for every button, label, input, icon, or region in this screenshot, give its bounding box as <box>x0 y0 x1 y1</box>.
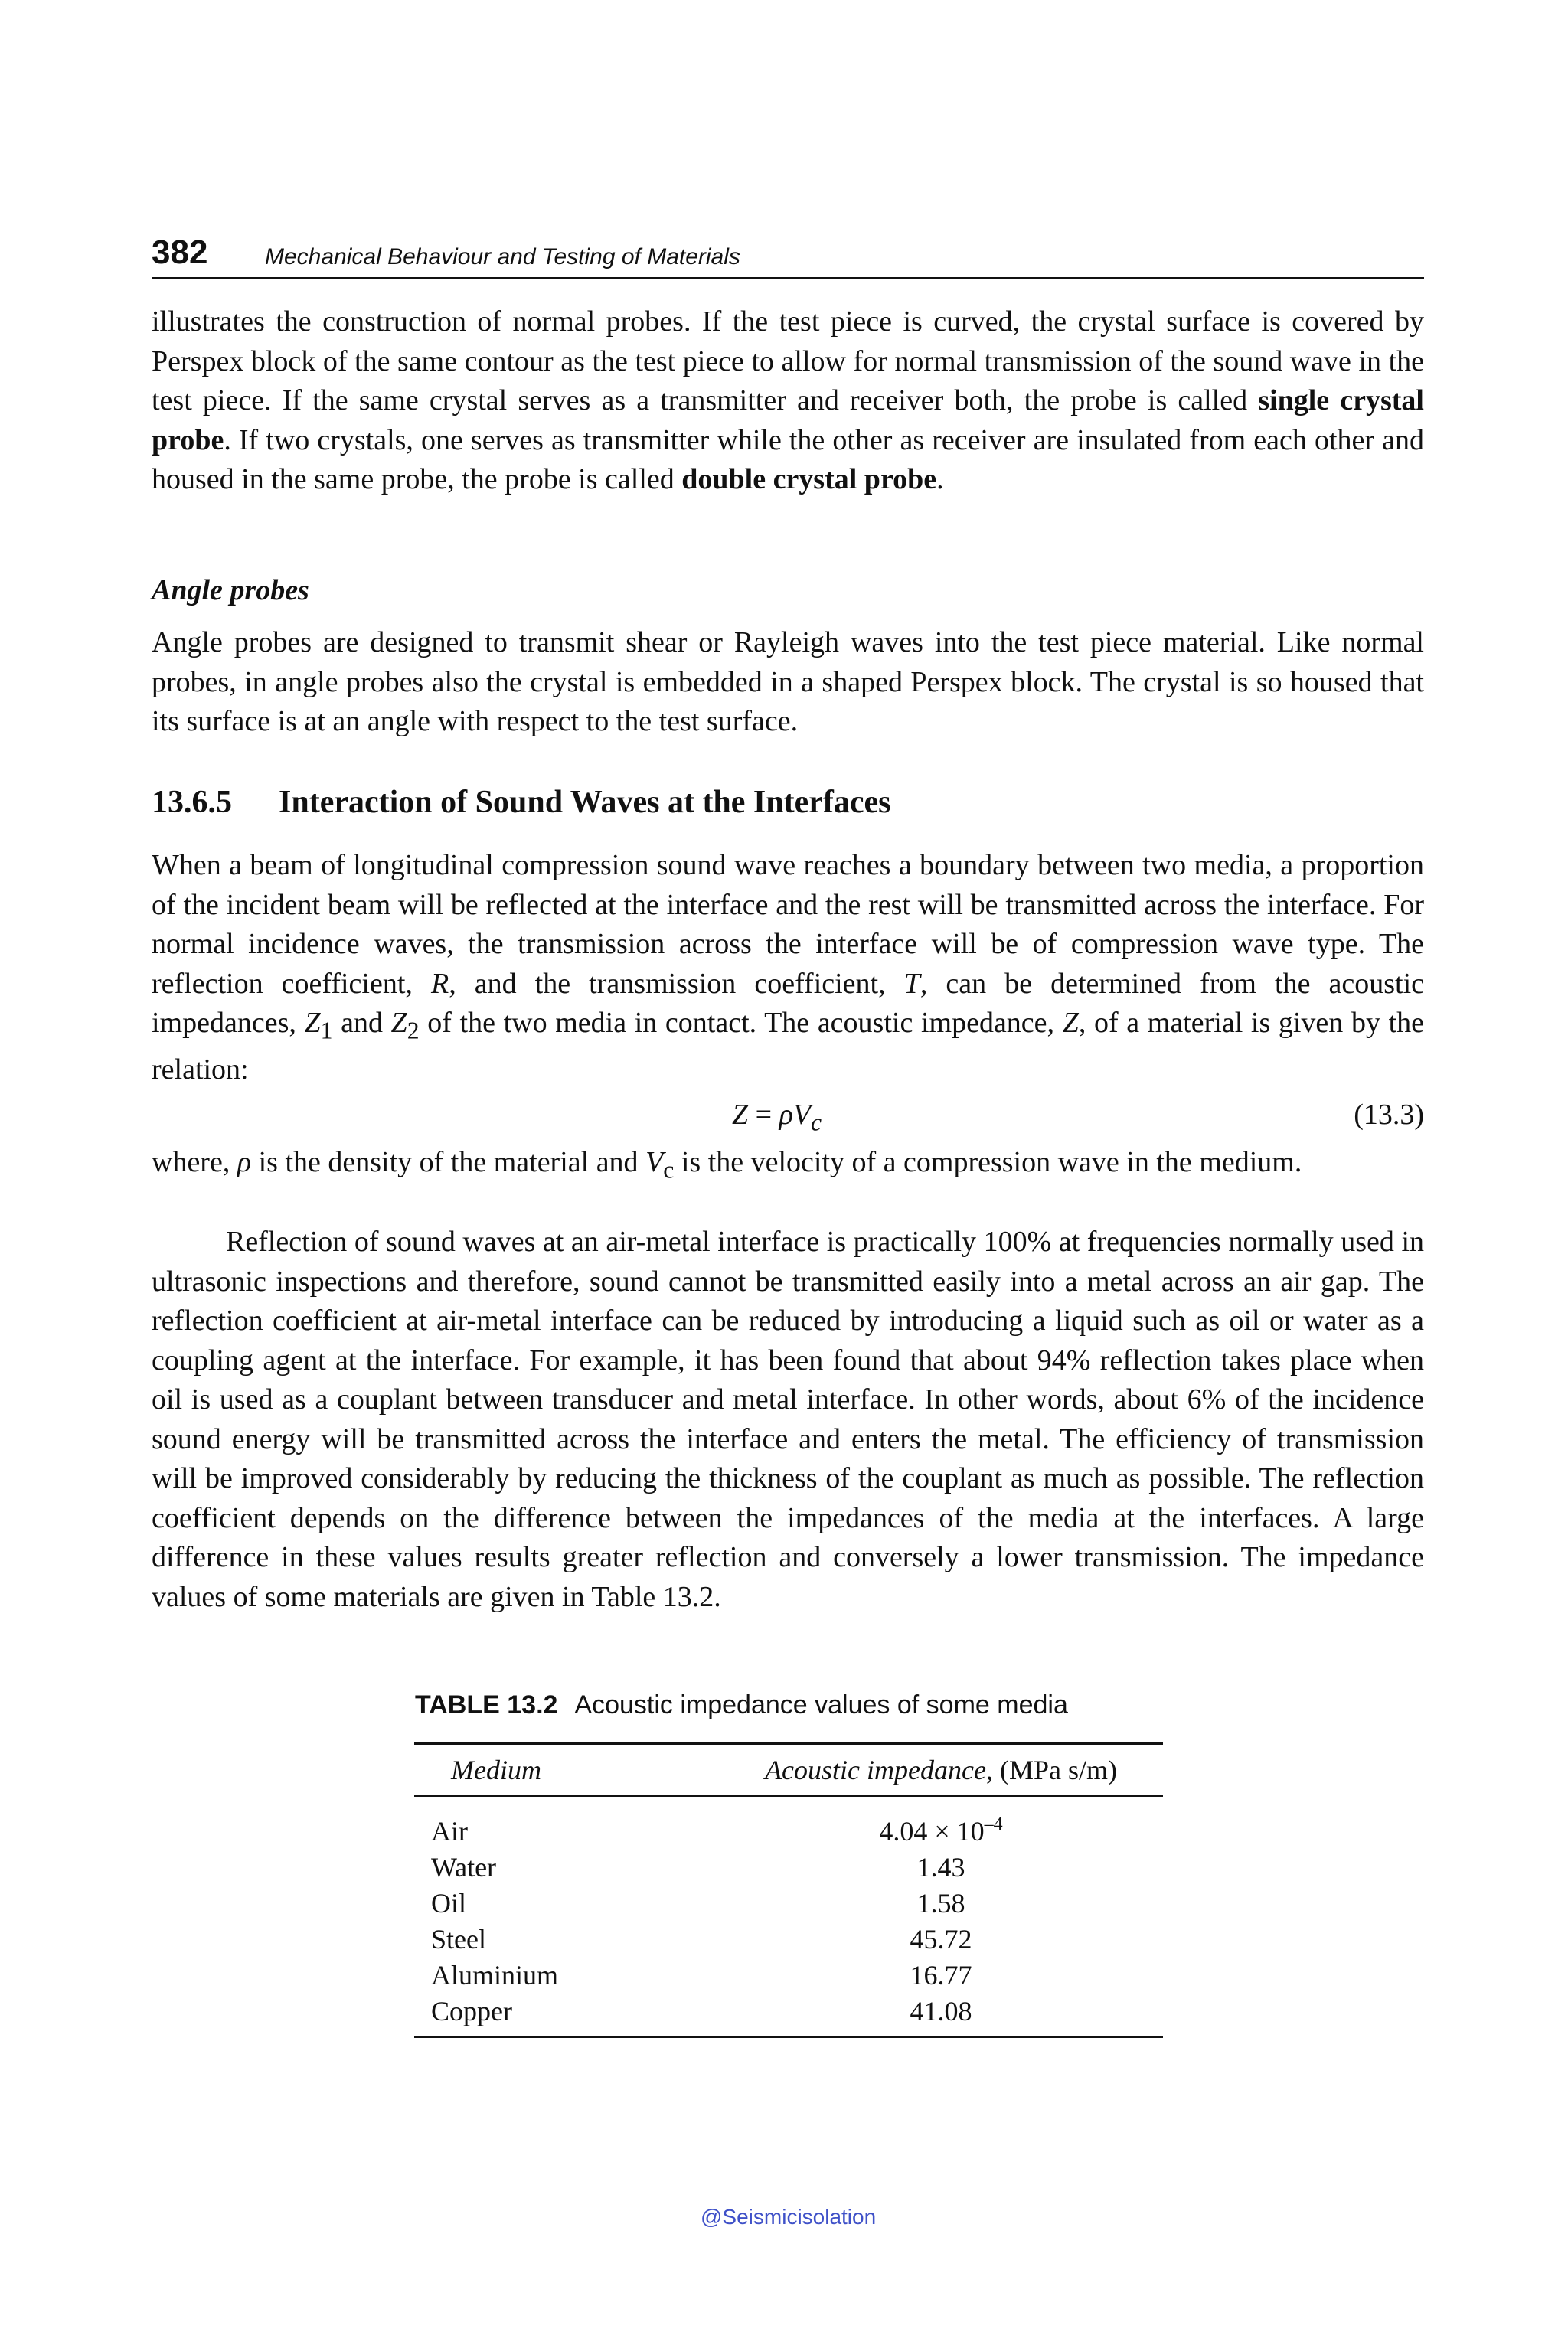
cell-medium: Steel <box>431 1924 486 1955</box>
cell-medium: Air <box>431 1816 468 1847</box>
symbol-z1-sub: 1 <box>320 1017 333 1044</box>
table-row <box>414 1922 1163 1958</box>
header-impedance-label: Acoustic impedance <box>765 1755 986 1785</box>
where-text-c: is the velocity of a compression wave in the medium. <box>674 1146 1302 1178</box>
equation-v: V <box>792 1099 812 1131</box>
cell-impedance: 41.08 <box>910 1996 972 2026</box>
table-caption <box>415 1687 1068 1723</box>
section-number: 13.6.5 <box>152 785 232 820</box>
table-row <box>414 1994 1163 2037</box>
intro-text-c: . <box>936 463 944 495</box>
table-row <box>414 1958 1163 1994</box>
term-double-crystal-probe: double crystal probe <box>681 463 937 495</box>
reflection-paragraph: Reflection of sound waves at an air-metal interface is practically 100% at frequencies normally used in ultrasonic inspections and therefore, sound cannot be transmitted easily into a metal across an air gap. The reflection coefficient at air-metal interface can be reduced by introducing a liquid such as oil or water as a coupling agent at the interface. For example, it has been found that about 94% reflection takes place when oil is used as a couplant between transducer and metal interface. In other words, about 6% of the incidence sound energy will be transmitted across the interface and enters the metal. The efficiency of transmission will be improved considerably by reducing the thickness of the couplant as much as possible. The reflection coefficient depends on the difference between the impedances of the media at the interfaces. A large difference in these values results greater reflection and conversely a lower transmission. The impedance values of some materials are given in Table 13.2. <box>152 1226 1424 1613</box>
section-text-a: When a beam of longitudinal compression sound wave reaches a boundary between two media, a proportion of the incident beam will be reflected at the interface and the rest will be transmitted across the interface. For normal incidence waves, the transmission across the interface will be of compression wave type. The reflection coefficient, <box>152 849 1424 1000</box>
equation-equals: = <box>748 1099 779 1131</box>
book-title: Mechanical Behaviour and Testing of Materials <box>265 244 740 269</box>
cell-medium: Water <box>431 1852 497 1883</box>
header-impedance-unit: , (MPa s/m) <box>985 1755 1117 1785</box>
cell-medium: Aluminium <box>431 1960 559 1990</box>
cell-impedance <box>719 1796 1163 1850</box>
table-row <box>414 1850 1163 1886</box>
watermark: @Seismicisolation <box>701 2205 877 2229</box>
section-text-b: , and the transmission coefficient, <box>449 967 904 1000</box>
where-text-a: where, <box>152 1146 237 1178</box>
table-row <box>414 1886 1163 1922</box>
cell-impedance: 16.77 <box>910 1960 972 1990</box>
symbol-z1: Z <box>304 1007 321 1039</box>
symbol-z2-sub: 2 <box>407 1017 420 1044</box>
symbol-r: R <box>430 967 449 1000</box>
cell-medium: Copper <box>431 1996 512 2026</box>
intro-paragraph <box>152 302 1424 500</box>
term-single-crystal-probe: single crystal probe <box>152 384 1424 456</box>
equation-v-sub: c <box>811 1109 822 1136</box>
equation-13-3 <box>152 1093 1424 1136</box>
table-header-row <box>414 1744 1163 1797</box>
intro-text-b: . If two crystals, one serves as transmitter while the other as receiver are insulated from each other and housed in the same probe, the probe is called <box>152 423 1424 495</box>
symbol-z2: Z <box>390 1007 407 1039</box>
section-text-d: of the two media in contact. The acoustic impedance, <box>419 1007 1063 1039</box>
where-v: V <box>645 1146 664 1178</box>
cell-impedance: 45.72 <box>910 1924 972 1955</box>
section-title: Interaction of Sound Waves at the Interfaces <box>279 785 891 820</box>
where-paragraph <box>152 1143 1424 1190</box>
section-paragraph <box>152 846 1424 1090</box>
where-v-sub: c <box>663 1156 675 1184</box>
angle-probes-paragraph: Angle probes are designed to transmit shear or Rayleigh waves into the test piece material. Like normal probes, in angle probes also the crystal is embedded in a shaped Perspex block. The crystal is so housed that its surface is at an angle with respect to the test surface. <box>152 626 1424 737</box>
cell-impedance-exponent: –4 <box>984 1814 1003 1834</box>
intro-text-a: illustrates the construction of normal probes. If the test piece is curved, the crystal surface is covered by Perspex block of the same contour as the test piece to allow for normal transmission of the sound wave in the test piece. If the same crystal serves as a transmitter and receiver both, the probe is called <box>152 305 1424 416</box>
header-medium: Medium <box>414 1744 719 1797</box>
section-text-e: , of a material is given by the relation: <box>152 1007 1425 1086</box>
cell-impedance: 1.43 <box>916 1852 965 1883</box>
symbol-z: Z <box>1062 1007 1079 1039</box>
header-impedance <box>719 1744 1163 1797</box>
where-rho: ρ <box>237 1146 252 1178</box>
section-text-c: , can be determined from the acoustic impedances, <box>152 967 1424 1039</box>
section-text-and: and <box>332 1007 391 1039</box>
symbol-t: T <box>903 967 920 1000</box>
where-text-b: is the density of the material and <box>251 1146 646 1178</box>
impedance-table <box>414 1742 1163 2038</box>
section-heading <box>152 781 891 824</box>
equation-rho: ρ <box>779 1099 793 1131</box>
equation-formula <box>732 1093 822 1145</box>
equation-number: (13.3) <box>1354 1099 1424 1131</box>
cell-impedance: 1.58 <box>916 1888 965 1919</box>
equation-lhs: Z <box>732 1099 749 1131</box>
angle-probes-heading: Angle probes <box>152 574 309 606</box>
cell-medium: Oil <box>431 1888 467 1919</box>
table-caption-text: Acoustic impedance values of some media <box>574 1690 1068 1719</box>
table-row <box>414 1796 1163 1850</box>
page-number: 382 <box>152 234 208 271</box>
running-header <box>152 231 1424 279</box>
cell-impedance-value: 4.04 × 10 <box>879 1816 985 1847</box>
table-caption-label: TABLE 13.2 <box>415 1690 558 1719</box>
